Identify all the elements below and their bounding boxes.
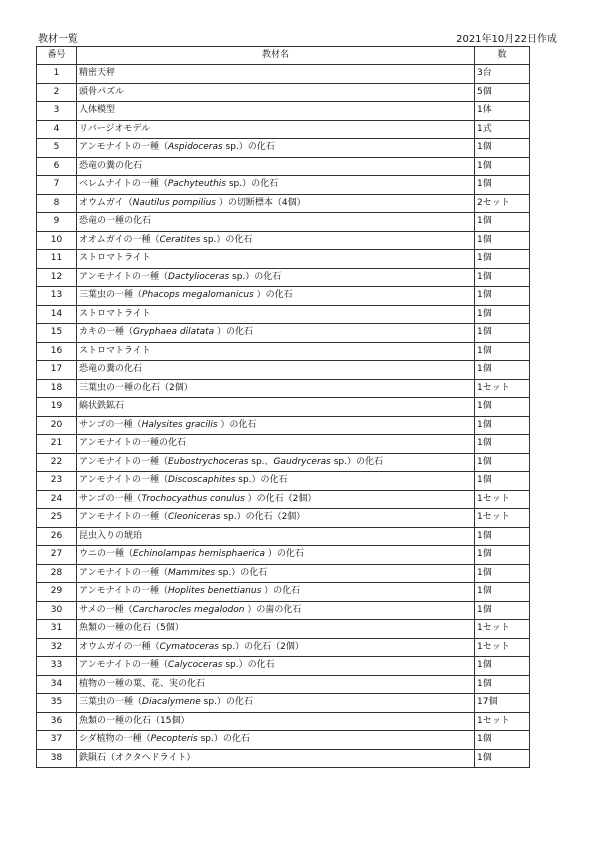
- scientific-name: Halysites gracilis: [141, 419, 218, 430]
- row-number: 8: [37, 194, 77, 213]
- material-name: [77, 157, 475, 176]
- name-text: ）の切断標本（4個）: [215, 197, 306, 208]
- row-number: 12: [37, 268, 77, 287]
- name-text: オウムガイの一種（: [79, 641, 160, 652]
- material-name: [77, 176, 475, 195]
- quantity: 1個: [475, 268, 530, 287]
- table-row: [37, 546, 530, 565]
- scientific-name: Ceratites: [159, 234, 201, 245]
- table-row: [37, 712, 530, 731]
- row-number: 27: [37, 546, 77, 565]
- quantity: 1個: [475, 472, 530, 491]
- name-text: sp.、: [248, 456, 274, 467]
- scientific-name: Trochocyathus conulus: [141, 493, 245, 504]
- material-name: [77, 342, 475, 361]
- material-name: [77, 83, 475, 102]
- quantity: 1個: [475, 176, 530, 195]
- name-text: ストロマトライト: [79, 253, 151, 264]
- scientific-name: Dactylioceras: [168, 271, 230, 282]
- quantity: 1セット: [475, 638, 530, 657]
- table-row: [37, 453, 530, 472]
- material-name: [77, 102, 475, 121]
- table-row: [37, 435, 530, 454]
- quantity: 1個: [475, 231, 530, 250]
- quantity: 1セット: [475, 509, 530, 528]
- material-name: [77, 120, 475, 139]
- table-row: [37, 490, 530, 509]
- table-row: [37, 139, 530, 158]
- quantity: 1個: [475, 527, 530, 546]
- name-text: 人体模型: [79, 105, 116, 116]
- name-text: 植物の一種の葉、花、実の化石: [79, 678, 206, 689]
- name-text: アンモナイトの一種（: [79, 660, 169, 671]
- row-number: 9: [37, 213, 77, 232]
- name-text: アンモナイトの一種の化石: [79, 438, 187, 449]
- row-number: 14: [37, 305, 77, 324]
- quantity: 1個: [475, 435, 530, 454]
- row-number: 33: [37, 657, 77, 676]
- material-name: [77, 583, 475, 602]
- scientific-name: Gaudryceras: [273, 456, 331, 467]
- name-text: sp.）の化石: [222, 142, 275, 153]
- name-text: ベレムナイトの一種（: [79, 179, 168, 190]
- table-row: [37, 416, 530, 435]
- row-number: 3: [37, 102, 77, 121]
- table-row: [37, 342, 530, 361]
- table-row: [37, 268, 530, 287]
- name-text: 恐竜の糞の化石: [79, 160, 143, 171]
- row-number: 11: [37, 250, 77, 269]
- document-title: 教材一覧: [38, 34, 78, 45]
- scientific-name: Nautilus pompilius: [132, 197, 216, 208]
- name-text: 恐竜の一種の化石: [79, 216, 152, 227]
- scientific-name: Pachyteuthis: [167, 179, 226, 190]
- scientific-name: Discoscaphites: [168, 475, 236, 486]
- name-text: アンモナイトの一種（: [79, 475, 169, 486]
- material-name: [77, 546, 475, 565]
- row-number: 34: [37, 675, 77, 694]
- quantity: 1個: [475, 453, 530, 472]
- table-row: [37, 213, 530, 232]
- table-row: [37, 120, 530, 139]
- scientific-name: Pecopteris: [150, 734, 198, 745]
- row-number: 6: [37, 157, 77, 176]
- name-text: sp.）の化石: [200, 234, 253, 245]
- scientific-name: Phacops megalomanicus: [142, 290, 254, 301]
- quantity: 1体: [475, 102, 530, 121]
- quantity: 17個: [475, 694, 530, 713]
- name-text: 昆虫入りの琥珀: [79, 530, 143, 541]
- quantity: 1セット: [475, 490, 530, 509]
- material-name: [77, 490, 475, 509]
- row-number: 24: [37, 490, 77, 509]
- table-row: [37, 305, 530, 324]
- name-text: 魚類の一種の化石（5個）: [79, 623, 184, 634]
- quantity: 1個: [475, 564, 530, 583]
- scientific-name: Mammites: [168, 567, 216, 578]
- material-name: [77, 305, 475, 324]
- table-row: [37, 250, 530, 269]
- material-name: [77, 250, 475, 269]
- row-number: 20: [37, 416, 77, 435]
- table-row: [37, 176, 530, 195]
- table-row: [37, 638, 530, 657]
- scientific-name: Diacalymene: [142, 697, 201, 708]
- material-name: [77, 213, 475, 232]
- name-text: sp.）の化石: [330, 456, 383, 467]
- table-row: [37, 287, 530, 306]
- document-date: 2021年10月22日作成: [456, 34, 557, 45]
- material-name: [77, 564, 475, 583]
- row-number: 28: [37, 564, 77, 583]
- quantity: 1個: [475, 342, 530, 361]
- material-name: [77, 231, 475, 250]
- table-row: [37, 749, 530, 768]
- scientific-name: Cymatoceras: [159, 641, 219, 652]
- column-header-quantity: 数: [475, 47, 530, 65]
- name-text: ストロマトライト: [79, 345, 151, 356]
- name-text: ストロマトライト: [79, 308, 151, 319]
- name-text: カキの一種（: [79, 327, 134, 338]
- name-text: ）の化石: [214, 327, 254, 338]
- row-number: 32: [37, 638, 77, 657]
- quantity: 1個: [475, 157, 530, 176]
- quantity: 1個: [475, 139, 530, 158]
- name-text: ）の化石: [264, 549, 304, 560]
- row-number: 25: [37, 509, 77, 528]
- quantity: 1セット: [475, 620, 530, 639]
- name-text: シダ植物の一種（: [79, 734, 151, 745]
- name-text: アンモナイトの一種（: [79, 586, 169, 597]
- name-text: sp.）の化石: [200, 697, 253, 708]
- name-text: 縞状鉄鉱石: [79, 401, 125, 412]
- material-name: [77, 675, 475, 694]
- row-number: 21: [37, 435, 77, 454]
- name-text: ）の歯の化石: [244, 604, 302, 615]
- table-row: [37, 324, 530, 343]
- row-number: 17: [37, 361, 77, 380]
- name-text: sp.）の化石: [215, 567, 268, 578]
- table-row: [37, 527, 530, 546]
- material-name: [77, 453, 475, 472]
- material-name: [77, 638, 475, 657]
- row-number: 26: [37, 527, 77, 546]
- quantity: 3台: [475, 65, 530, 84]
- table-row: [37, 194, 530, 213]
- scientific-name: Carcharocles megalodon: [132, 604, 245, 615]
- name-text: 魚類の一種の化石（15個）: [79, 715, 190, 726]
- row-number: 23: [37, 472, 77, 491]
- quantity: 1セット: [475, 712, 530, 731]
- quantity: 1個: [475, 361, 530, 380]
- material-name: [77, 324, 475, 343]
- material-name: [77, 287, 475, 306]
- row-number: 31: [37, 620, 77, 639]
- material-name: [77, 712, 475, 731]
- row-number: 4: [37, 120, 77, 139]
- materials-table: [36, 46, 530, 768]
- table-row: [37, 102, 530, 121]
- quantity: 1個: [475, 305, 530, 324]
- material-name: [77, 509, 475, 528]
- row-number: 15: [37, 324, 77, 343]
- name-text: 三葉虫の一種の化石（2個）: [79, 382, 193, 393]
- material-name: [77, 731, 475, 750]
- name-text: アンモナイトの一種（: [79, 567, 169, 578]
- name-text: 精密天秤: [79, 68, 116, 79]
- table-row: [37, 564, 530, 583]
- table-row: [37, 601, 530, 620]
- quantity: 1個: [475, 731, 530, 750]
- table-row: [37, 472, 530, 491]
- row-number: 22: [37, 453, 77, 472]
- table-row: [37, 83, 530, 102]
- material-name: [77, 361, 475, 380]
- name-text: アンモナイトの一種（: [79, 271, 169, 282]
- table-row: [37, 694, 530, 713]
- table-row: [37, 398, 530, 417]
- scientific-name: Gryphaea dilatata: [133, 327, 215, 338]
- quantity: 1式: [475, 120, 530, 139]
- name-text: 鉄隕石（オクタヘドライト）: [79, 752, 196, 763]
- quantity: 1個: [475, 546, 530, 565]
- column-header-number: 番号: [37, 47, 77, 65]
- scientific-name: Echinolampas hemisphaerica: [133, 549, 265, 560]
- name-text: sp.）の化石: [229, 271, 282, 282]
- row-number: 36: [37, 712, 77, 731]
- row-number: 38: [37, 749, 77, 768]
- name-text: sp.）の化石（2個）: [220, 512, 306, 523]
- quantity: 1個: [475, 324, 530, 343]
- material-name: [77, 416, 475, 435]
- table-row: [37, 157, 530, 176]
- name-text: sp.）の化石: [222, 660, 275, 671]
- quantity: 2セット: [475, 194, 530, 213]
- quantity: 1個: [475, 250, 530, 269]
- table-row: [37, 509, 530, 528]
- quantity: 5個: [475, 83, 530, 102]
- name-text: sp.）の化石: [235, 475, 288, 486]
- row-number: 30: [37, 601, 77, 620]
- name-text: sp.）の化石（2個）: [218, 641, 304, 652]
- row-number: 29: [37, 583, 77, 602]
- row-number: 7: [37, 176, 77, 195]
- material-name: [77, 749, 475, 768]
- row-number: 18: [37, 379, 77, 398]
- table-header-row: [37, 47, 530, 65]
- name-text: 三葉虫の一種（: [79, 290, 143, 301]
- material-name: [77, 435, 475, 454]
- quantity: 1個: [475, 416, 530, 435]
- quantity: 1個: [475, 398, 530, 417]
- row-number: 10: [37, 231, 77, 250]
- name-text: ）の化石（2個）: [244, 493, 317, 504]
- scientific-name: Calycoceras: [168, 660, 223, 671]
- row-number: 1: [37, 65, 77, 84]
- row-number: 37: [37, 731, 77, 750]
- material-name: [77, 472, 475, 491]
- name-text: サンゴの一種（: [79, 419, 142, 430]
- table-row: [37, 379, 530, 398]
- scientific-name: Eubostrychoceras: [168, 456, 249, 467]
- table-row: [37, 583, 530, 602]
- row-number: 19: [37, 398, 77, 417]
- table-row: [37, 65, 530, 84]
- quantity: 1個: [475, 583, 530, 602]
- scientific-name: Hoplites benettianus: [168, 586, 262, 597]
- name-text: sp.）の化石: [225, 179, 279, 190]
- quantity: 1個: [475, 749, 530, 768]
- material-name: [77, 379, 475, 398]
- name-text: ）の化石: [217, 419, 257, 430]
- material-name: [77, 657, 475, 676]
- name-text: サンゴの一種（: [79, 493, 142, 504]
- row-number: 2: [37, 83, 77, 102]
- material-name: [77, 398, 475, 417]
- name-text: オオムガイの一種（: [79, 234, 160, 245]
- quantity: 1個: [475, 675, 530, 694]
- name-text: アンモナイトの一種（: [79, 512, 169, 523]
- quantity: 1個: [475, 601, 530, 620]
- table-row: [37, 657, 530, 676]
- material-name: [77, 527, 475, 546]
- name-text: サメの一種（: [79, 604, 133, 615]
- material-name: [77, 601, 475, 620]
- scientific-name: Cleoniceras: [168, 512, 221, 523]
- quantity: 1個: [475, 287, 530, 306]
- name-text: アンモナイトの一種（: [79, 456, 169, 467]
- row-number: 13: [37, 287, 77, 306]
- name-text: アンモナイトの一種（: [79, 142, 169, 153]
- material-name: [77, 194, 475, 213]
- quantity: 1個: [475, 657, 530, 676]
- row-number: 35: [37, 694, 77, 713]
- name-text: ウニの一種（: [79, 549, 134, 560]
- name-text: 恐竜の糞の化石: [79, 364, 143, 375]
- table-row: [37, 675, 530, 694]
- name-text: 三葉虫の一種（: [79, 697, 143, 708]
- table-row: [37, 620, 530, 639]
- table-row: [37, 361, 530, 380]
- row-number: 5: [37, 139, 77, 158]
- name-text: 頭骨パズル: [79, 86, 125, 97]
- material-name: [77, 139, 475, 158]
- material-name: [77, 65, 475, 84]
- scientific-name: Aspidoceras: [168, 142, 223, 153]
- column-header-material-name: 教材名: [77, 47, 475, 65]
- name-text: オウムガイ（: [79, 197, 133, 208]
- material-name: [77, 268, 475, 287]
- name-text: リバージオモデル: [79, 123, 151, 134]
- row-number: 16: [37, 342, 77, 361]
- name-text: ）の化石: [253, 290, 293, 301]
- material-name: [77, 694, 475, 713]
- table-body: [37, 65, 530, 768]
- table-row: [37, 731, 530, 750]
- table-row: [37, 231, 530, 250]
- name-text: sp.）の化石: [197, 734, 250, 745]
- name-text: ）の化石: [261, 586, 301, 597]
- material-name: [77, 620, 475, 639]
- quantity: 1セット: [475, 379, 530, 398]
- quantity: 1個: [475, 213, 530, 232]
